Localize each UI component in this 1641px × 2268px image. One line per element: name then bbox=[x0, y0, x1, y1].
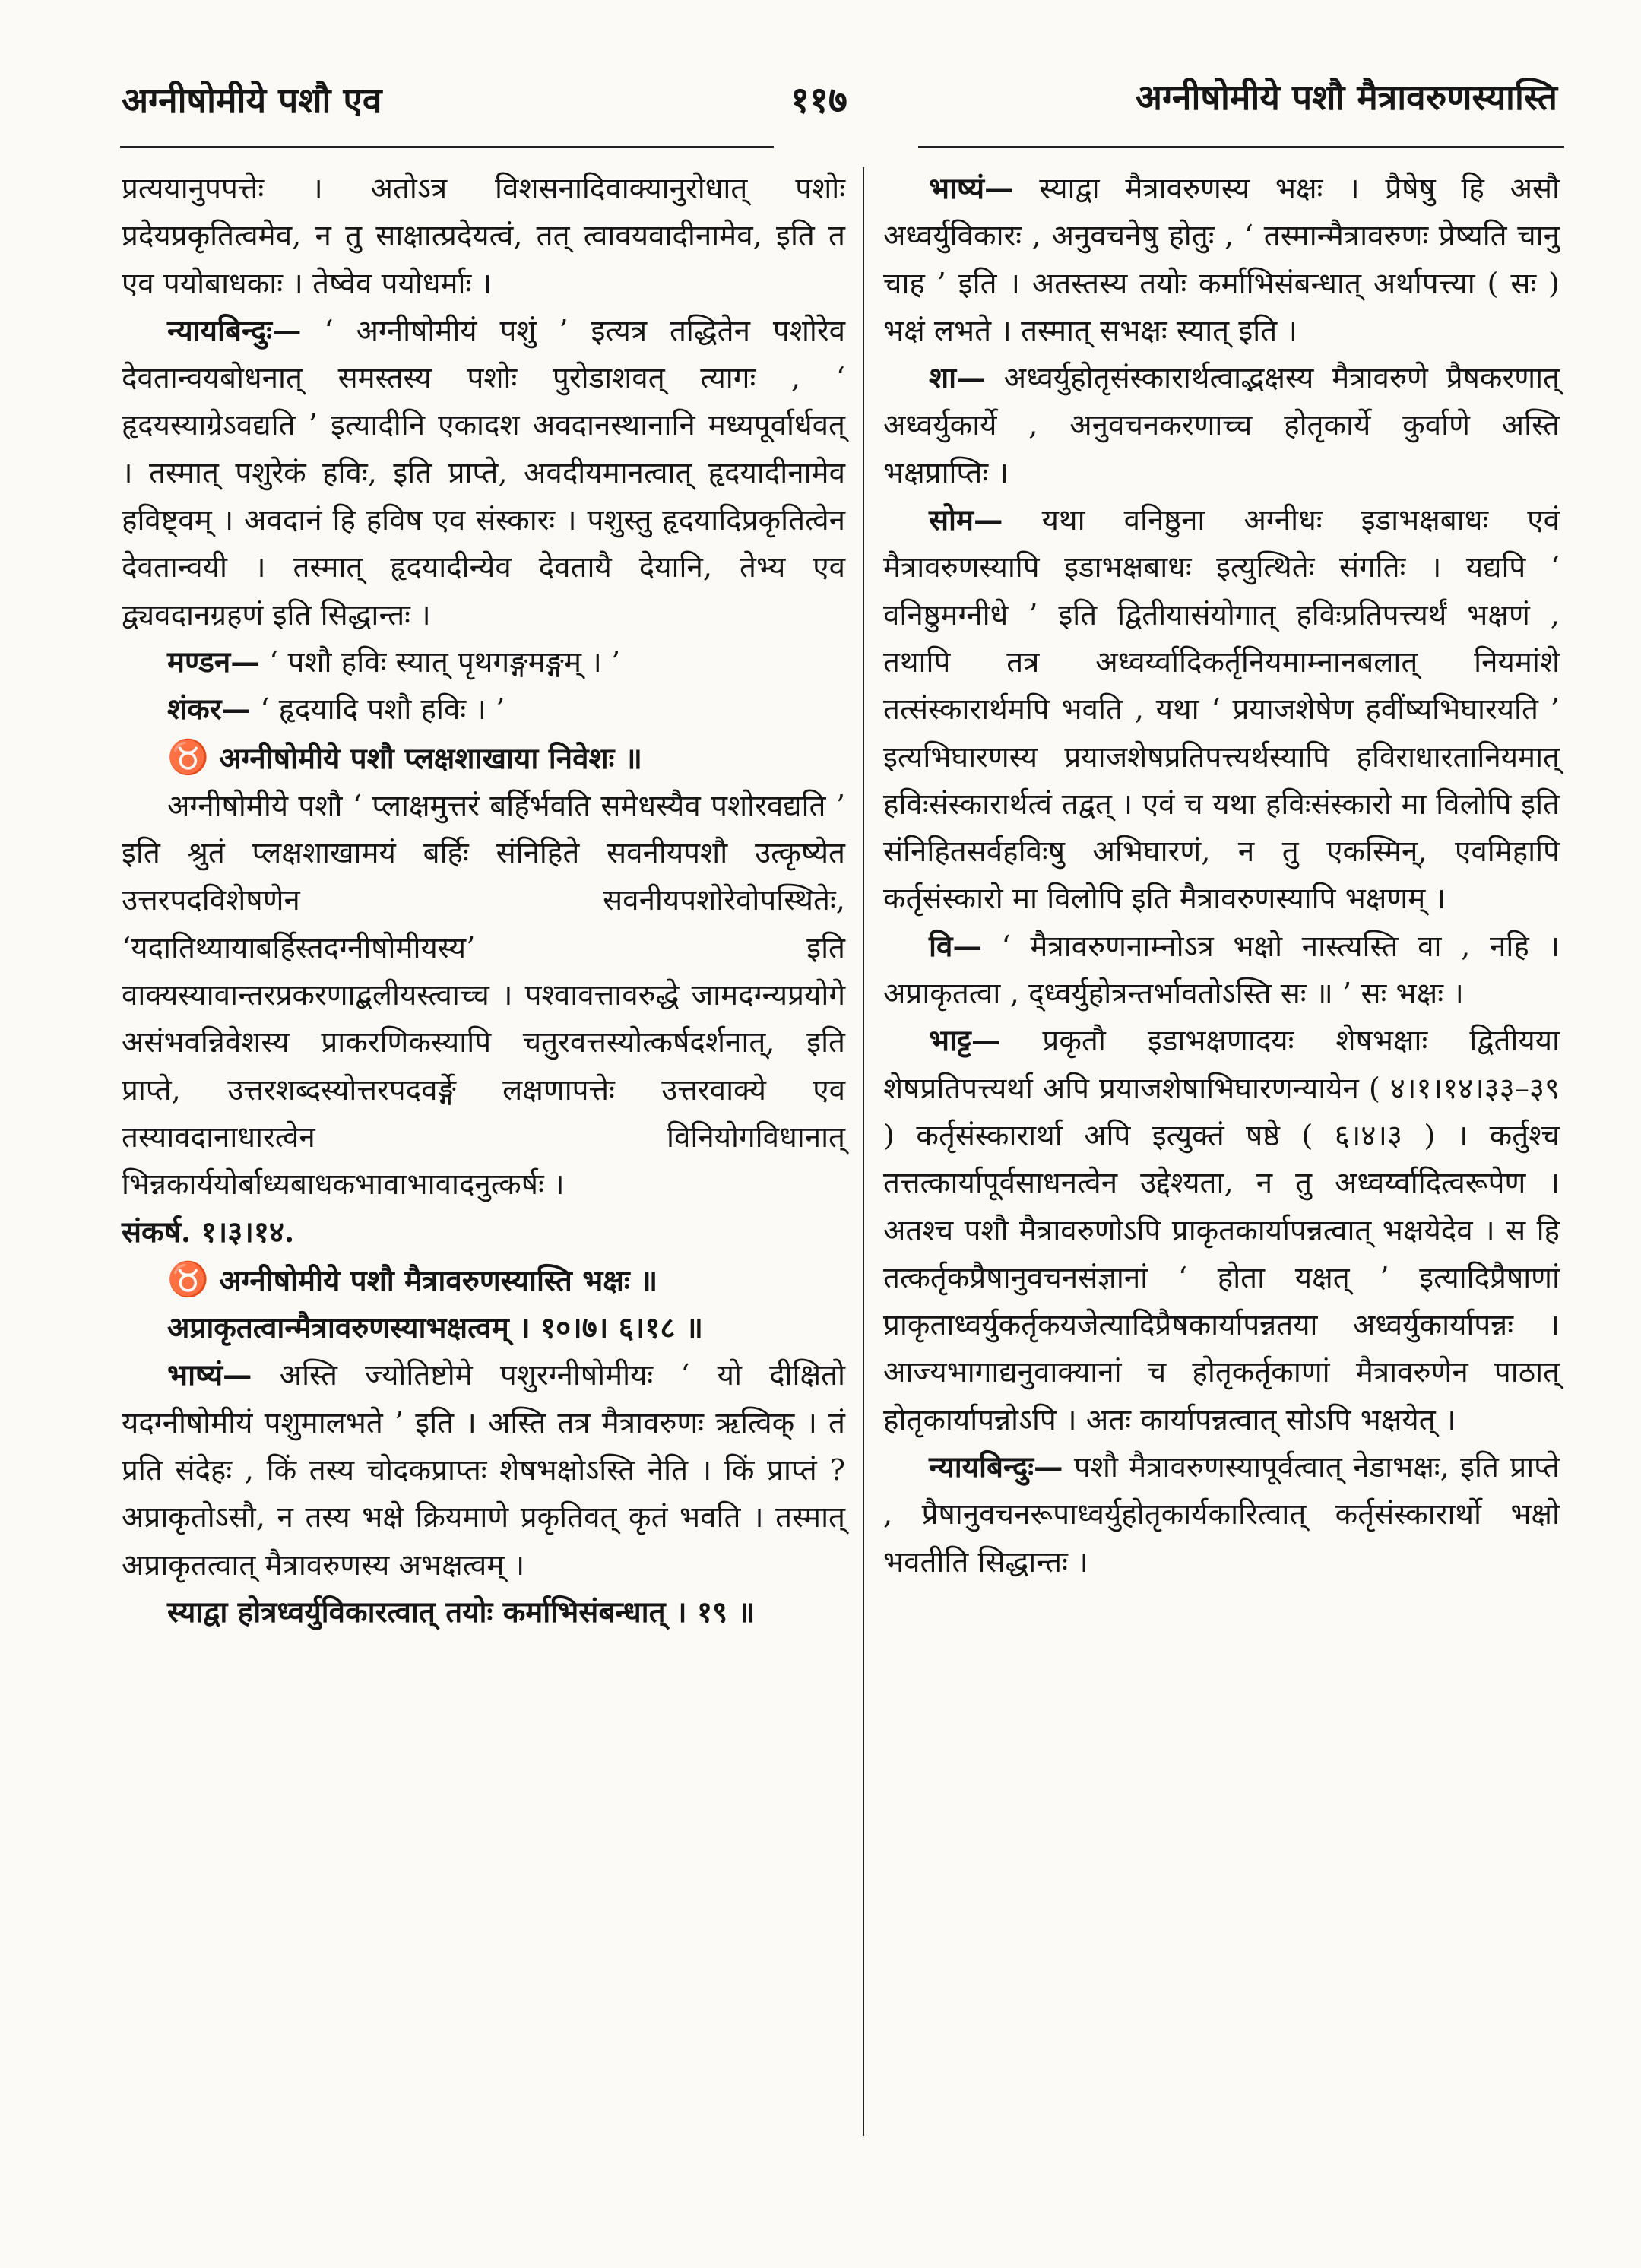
paragraph: वि— ‘ मैत्रावरुणनाम्नोऽत्र भक्षो नास्त्यस्ति वा , नहि । अप्राकृतत्वा , द्ध्वर्युहोत्रन्तर्भावतोऽस्ति सः ॥ ’ सः भक्षः । bbox=[883, 929, 1560, 1012]
header-rule-left bbox=[120, 146, 774, 148]
running-head-right: अग्नीषोमीये पशौ मैत्रावरुणस्यास्ति bbox=[1135, 77, 1557, 118]
commentary-label: भाष्यं— bbox=[929, 172, 1014, 206]
header-rule-right bbox=[918, 146, 1564, 148]
sutra: अप्राकृतत्वान्मैत्रावरुणस्याभक्षत्वम् । १०।७। ६।१८ ॥ bbox=[167, 1311, 703, 1346]
paragraph: शंकर— ‘ हृदयादि पशौ हविः । ’ bbox=[167, 692, 505, 727]
reference: संकर्ष. १।३।१४. bbox=[122, 1215, 295, 1250]
section-heading: ♉ अग्नीषोमीये पशौ मैत्रावरुणस्यास्ति भक्षः ॥ bbox=[167, 1259, 658, 1299]
section-ornament-icon: ♉ bbox=[167, 737, 209, 777]
column-divider bbox=[863, 167, 864, 2136]
paragraph: भाष्यं— स्याद्वा मैत्रावरुणस्य भक्षः । प्रैषेषु हि असौ अध्वर्युविकारः , अनुवचनेषु होतुः , ‘ तस्मान्मैत्रावरुणः प्रेष्यति चानु चाह ’ इति । अतस्तस्य तयोः कर्माभिसंबन्धात् अर्थापत्त्या ( सः ) भक्षं लभते । तस्मात् सभक्षः स्यात् इति । bbox=[883, 172, 1560, 348]
paragraph: मण्डन— ‘ पशौ हविः स्यात् पृथगङ्गमङ्गम् । ’ bbox=[167, 645, 621, 679]
commentary-label: शा— bbox=[929, 361, 986, 396]
commentary-label: सोम— bbox=[929, 503, 1003, 538]
paragraph: शा— अध्वर्युहोतृसंस्कारार्थत्वाद्भक्षस्य मैत्रावरुणे प्रैषकरणात् अध्वर्युकार्ये , अनुवचनकरणाच्च होतृकार्ये कुर्वाणे अस्ति भक्षप्राप्तिः । bbox=[883, 361, 1560, 490]
paragraph: न्यायबिन्दुः— ‘ अग्नीषोमीयं पशुं ’ इत्यत्र तद्धितेन पशोरेव देवतान्वयबोधनात् समस्तस्य पशोः पुरोडाशवत् त्यागः , ‘ हृदयस्याग्रेऽवद्यति ’ इत्यादीनि एकादश अवदानस्थानानि मध्यपूर्वार्धवत् । तस्मात् पशुरेकं हविः, इति प्राप्ते, अवदीयमानत्वात् हृदयादीनामेव हविष्ट्वम् । अवदानं हि हविष एव संस्कारः । पशुस्तु हृदयादिप्रकृतित्वेन देवतान्वयी । तस्मात् हृदयादीन्येव देवतायै देयानि, तेभ्य एव द्व्यवदानग्रहणं इति सिद्धान्तः । bbox=[122, 313, 845, 632]
paragraph: भाट्ट— प्रकृतौ इडाभक्षणादयः शेषभक्षाः द्वितीयया शेषप्रतिपत्त्यर्था अपि प्रयाजशेषाभिघारणन्यायेन ( ४।१।१४।३३–३९ ) कर्तृसंस्कारार्था अपि इत्युक्तं षष्ठे ( ६।४।३ ) । कर्तुश्च तत्तत्कार्यापूर्वसाधनत्वेन उद्देश्यता, न तु अध्वर्य्वादित्वरूपेण । अतश्च पशौ मैत्रावरुणोऽपि प्राकृतकार्यापन्नत्वात् भक्षयेदेव । स हि तत्कर्तृकप्रैषानुवचनसंज्ञानां ‘ होता यक्षत् ’ इत्यादिप्रैषाणां प्राकृताध्वर्युकर्तृकयजेत्यादिप्रैषकार्यापन्नतया अध्वर्युकार्यापन्नः । आज्यभागाद्यनुवाक्यानां च होतृकर्तृकाणां मैत्रावरुणेन पाठात् होतृकार्यापन्नोऽपि । अतः कार्यापन्नत्वात् सोऽपि भक्षयेत् । bbox=[883, 1024, 1560, 1437]
page-number: ११७ bbox=[790, 79, 847, 122]
paragraph: अग्नीषोमीये पशौ ‘ प्लाक्षमुत्तरं बर्हिर्भवति समेधस्यैव पशोरवद्यति ’ इति श्रुतं प्लक्षशाखामयं बर्हिः संनिहिते सवनीयपशौ उत्कृष्येत उत्तरपदविशेषणेन सवनीयपशोरेवोपस्थितेः, ‘यदातिथ्यायाबर्हिस्तदग्नीषोमीयस्य’ इति वाक्यस्यावान्तरप्रकरणाद्बलीयस्त्वाच्च । पश्वावत्तावरुद्धे जामदग्न्यप्रयोगे असंभवन्निवेशस्य प्राकरणिकस्यापि चतुरवत्तस्योत्कर्षदर्शनात्, इति प्राप्ते, उत्तरशब्दस्योत्तरपदवर्ङ्गे लक्षणापत्तेः उत्तरवाक्ये एव तस्यावदानाधारत्वेन विनियोगविधानात् भिन्नकार्ययोर्बाध्यबाधकभावाभावादनुत्कर्षः । bbox=[122, 788, 845, 1202]
commentary-label: न्यायबिन्दुः— bbox=[167, 313, 302, 348]
paragraph: न्यायबिन्दुः— पशौ मैत्रावरुणस्यापूर्वत्वात् नेडाभक्षः, इति प्राप्ते , प्रैषानुवचनरूपाध्वर्युहोतृकार्यकारित्वात् कर्तृसंस्कारार्थो भक्षो भवतीति सिद्धान्तः । bbox=[883, 1450, 1560, 1579]
commentary-label: शंकर— bbox=[167, 692, 251, 727]
paragraph: प्रत्ययानुपपत्तेः । अतोऽत्र विशसनादिवाक्यानुरोधात् पशोः प्रदेयप्रकृतित्वमेव, न तु साक्षात्प्रदेयत्वं, तत् त्वावयवादीनामेव, इति त एव पयोबाधकाः । तेष्वेव पयोधर्माः । bbox=[122, 172, 845, 301]
right-column bbox=[883, 166, 1560, 1586]
commentary-label: मण्डन— bbox=[167, 645, 260, 679]
page-header bbox=[0, 0, 1641, 144]
section-heading: ♉ अग्नीषोमीये पशौ प्लक्षशाखाया निवेशः ॥ bbox=[167, 737, 642, 777]
sutra: स्याद्वा होत्रध्वर्युविकारत्वात् तयोः कर्माभिसंबन्धात् । १९ ॥ bbox=[167, 1595, 756, 1630]
left-column bbox=[122, 166, 845, 1636]
commentary-label: वि— bbox=[929, 929, 982, 964]
commentary-label: भाट्ट— bbox=[929, 1024, 1001, 1059]
commentary-label: न्यायबिन्दुः— bbox=[929, 1450, 1063, 1485]
running-head-left: अग्नीषोमीये पशौ एव bbox=[122, 80, 382, 121]
paragraph: सोम— यथा वनिष्ठुना अग्नीधः इडाभक्षबाधः एवं मैत्रावरुणस्यापि इडाभक्षबाधः इत्युत्थितेः संगतिः । यद्यपि ‘ वनिष्ठुमग्नीधे ’ इति द्वितीयासंयोगात् हविःप्रतिपत्त्यर्थं भक्षणं , तथापि तत्र अध्वर्य्वादिकर्तृनियमाम्नानबलात् नियमांशे तत्संस्कारार्थमपि भवति , यथा ‘ प्रयाजशेषेण हवींष्यभिघारयति ’ इत्यभिघारणस्य प्रयाजशेषप्रतिपत्त्यर्थस्यापि हविराधारतानियमात् हविःसंस्कारार्थत्वं तद्वत् । एवं च यथा हविःसंस्कारो मा विलोपि इति संनिहितसर्वहविःषु अभिघारणं, न तु एकस्मिन्, एवमिहापि कर्तृसंस्कारो मा विलोपि इति मैत्रावरुणस्यापि भक्षणम् । bbox=[883, 503, 1560, 917]
paragraph: भाष्यं— अस्ति ज्योतिष्टोमे पशुरग्नीषोमीयः ‘ यो दीक्षितो यदग्नीषोमीयं पशुमालभते ’ इति । अस्ति तत्र मैत्रावरुणः ऋत्विक् । तं प्रति संदेहः , किं तस्य चोदकप्राप्तः शेषभक्षोऽस्ति नेति । किं प्राप्तं ? अप्राकृतोऽसौ, न तस्य भक्षे क्रियमाणे प्रकृतिवत् कृतं भवति । तस्मात् अप्राकृतत्वात् मैत्रावरुणस्य अभक्षत्वम् । bbox=[122, 1358, 845, 1582]
commentary-label: भाष्यं— bbox=[167, 1358, 252, 1393]
section-ornament-icon: ♉ bbox=[167, 1259, 209, 1299]
